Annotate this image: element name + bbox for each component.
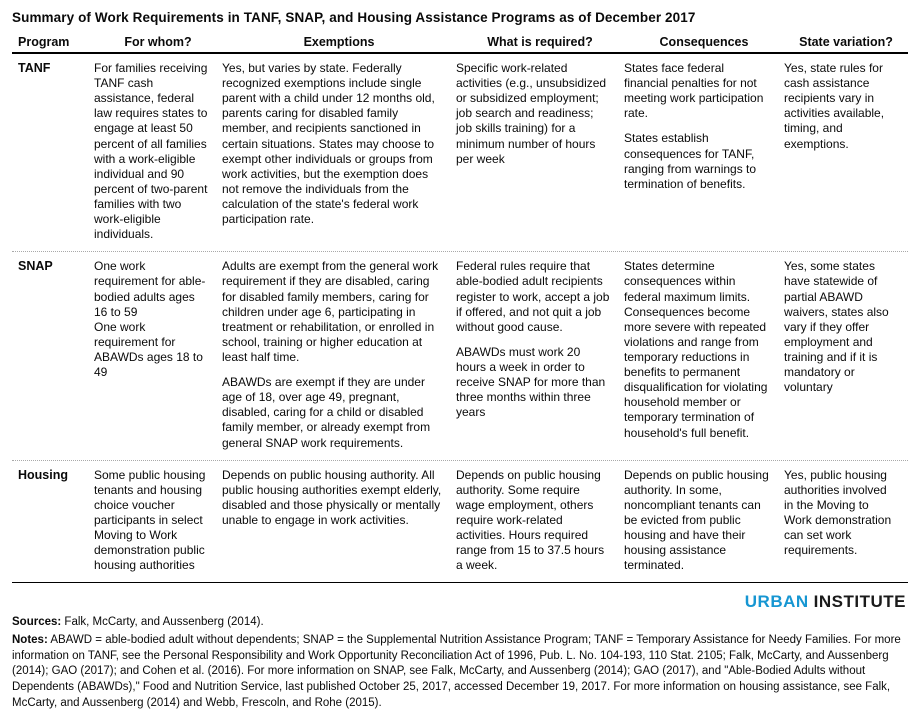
column-header-program: Program bbox=[18, 35, 70, 49]
table-row-snap bbox=[12, 251, 908, 459]
logo-word-institute: INSTITUTE bbox=[813, 592, 906, 612]
cell-text: States face federal financial penalties for not meeting work participation rate. bbox=[624, 61, 764, 121]
snap-required-cell bbox=[456, 259, 624, 450]
cell-text: Yes, but varies by state. Federally recognized exemptions include single parent with a child under 12 months old, parents caring for disabled family member, and recipients sanctioned in certain situations. States may choose to exempt other individuals or groups from work activities, but the exemption does not remove the individuals from the calculation of the state's federal work participation rate. bbox=[222, 61, 435, 227]
housing-exemptions-cell bbox=[222, 468, 456, 574]
snap-exemptions-cell bbox=[222, 259, 456, 450]
column-header-state-variation: State variation? bbox=[799, 35, 893, 49]
cell-text: Adults are exempt from the general work requirement if they are disabled, caring for disabled family members, caring for children under age 6, participating in treatment or rehabilitation, or enrolled in school, training or higher education at least half time. bbox=[222, 259, 439, 364]
tanf-required-cell bbox=[456, 61, 624, 242]
sources-line bbox=[12, 615, 908, 631]
cell-text: Some public housing tenants and housing choice voucher participants in select Moving to Work demonstration public housing authorities bbox=[94, 467, 206, 573]
sources-label: Sources: bbox=[12, 616, 62, 629]
column-header-what-is-required: What is required? bbox=[487, 35, 593, 49]
program-label-snap: SNAP bbox=[18, 259, 53, 274]
notes-text: ABAWD = able-bodied adult without dependents; SNAP = the Supplemental Nutrition Assistance Program; TANF = Temporary Assistance for Needy Families. For more information on TANF, see the Personal Responsibility and Work Opportunity Reconciliation Act of 1996, Pub. L. No. 104-193, 110 Stat. 2105; Falk, McCarty, and Aussenberg (2014); GAO (2017); and Cohen et al. (2016). For more information on SNAP, see Falk, McCarty, and Aussenberg (2014); GAO (2017), and "Able-Bodied Adults without Dependents (ABAWDs)," Food and Nutrition Service, last published October 25, 2017, accessed December 19, 2017. For more information on housing assistance, see Falk, McCarty, and Aussenberg (2014) and Webb, Frescoln, and Rohe (2015). bbox=[12, 634, 901, 709]
cell-text: Yes, public housing authorities involved in the Moving to Work demonstration can set work requirements. bbox=[784, 467, 892, 558]
column-header-exemptions: Exemptions bbox=[303, 35, 375, 49]
table-body bbox=[12, 54, 908, 583]
cell-text: Federal rules require that able-bodied adult recipients register to work, accept a job if offered, and not quit a job without good cause. bbox=[456, 259, 610, 334]
cell-text: For families receiving TANF cash assistance, federal law requires states to engage at least 50 percent of all families with a work-eligible individual and 90 percent of two-parent families with two work-eligible individuals. bbox=[94, 61, 208, 242]
cell-text: Depends on public housing authority. All public housing authorities exempt elderly, disabled and those physically or mentally unable to engage in work activities. bbox=[222, 467, 442, 527]
tanf-for-whom-cell bbox=[94, 61, 222, 242]
logo-word-urban: URBAN bbox=[744, 592, 809, 612]
sources-text: Falk, McCarty, and Aussenberg (2014). bbox=[64, 616, 264, 629]
cell-text: Specific work-related activities (e.g., unsubsidized or subsidized employment; job search and readiness; job skills training) for a minimum number of hours per week bbox=[456, 61, 607, 166]
tanf-exemptions-cell bbox=[222, 61, 456, 242]
program-label-tanf: TANF bbox=[18, 61, 51, 75]
column-header-consequences: Consequences bbox=[659, 35, 749, 49]
housing-required-cell bbox=[456, 468, 624, 574]
cell-text: States establish consequences for TANF, ranging from warnings to termination of benefits. bbox=[624, 131, 757, 191]
tanf-consequences-cell bbox=[624, 61, 784, 242]
snap-for-whom-cell bbox=[94, 259, 222, 450]
snap-consequences-cell bbox=[624, 259, 784, 450]
cell-text: States determine consequences within federal maximum limits. Consequences become more severe with repeated violations and range from temporary reductions in benefits to permanent disqualification for violating household member or temporary termination of household's full benefit. bbox=[624, 259, 768, 440]
tanf-state-variation-cell bbox=[784, 61, 908, 242]
housing-state-variation-cell bbox=[784, 468, 908, 574]
cell-text: ABAWDs must work 20 hours a week in order to receive SNAP for more than three months within three years bbox=[456, 344, 606, 420]
cell-text: Yes, some states have statewide of partial ABAWD waivers, states also vary if they offer employment and training and if it is mandatory or voluntary bbox=[784, 259, 889, 395]
program-label-housing: Housing bbox=[18, 467, 68, 482]
work-requirements-table bbox=[12, 35, 908, 583]
notes-label: Notes: bbox=[12, 634, 48, 647]
table-row-tanf bbox=[12, 54, 908, 251]
urban-institute-logo bbox=[12, 583, 908, 614]
housing-for-whom-cell bbox=[94, 468, 222, 574]
notes-line bbox=[12, 633, 908, 711]
cell-text: ABAWDs are exempt if they are under age of 18, over age 49, pregnant, disabled, caring for a child or disabled family member, or already exempt from general SNAP work requirements. bbox=[222, 375, 431, 450]
snap-state-variation-cell bbox=[784, 259, 908, 450]
cell-text: One work requirement for ABAWDs ages 18 to 49 bbox=[94, 319, 203, 380]
cell-text: Yes, state rules for cash assistance recipients vary in activities available, timing, and exemptions. bbox=[784, 61, 885, 151]
cell-text: Depends on public housing authority. Some require wage employment, others require work-related activities. Hours required range from 15 to 37.5 hours a week. bbox=[456, 467, 605, 573]
footnotes bbox=[12, 615, 908, 711]
cell-text: Depends on public housing authority. In some, noncompliant tenants can be evicted from public housing and have their housing assistance terminated. bbox=[624, 467, 769, 573]
column-header-for-whom: For whom? bbox=[124, 35, 192, 49]
housing-consequences-cell bbox=[624, 468, 784, 574]
cell-text: One work requirement for able-bodied adults ages 16 to 59 bbox=[94, 259, 206, 319]
page-title: Summary of Work Requirements in TANF, SNAP, and Housing Assistance Programs as of December 2017 bbox=[12, 10, 696, 25]
table-header-row bbox=[12, 35, 908, 54]
table-row-housing bbox=[12, 460, 908, 583]
